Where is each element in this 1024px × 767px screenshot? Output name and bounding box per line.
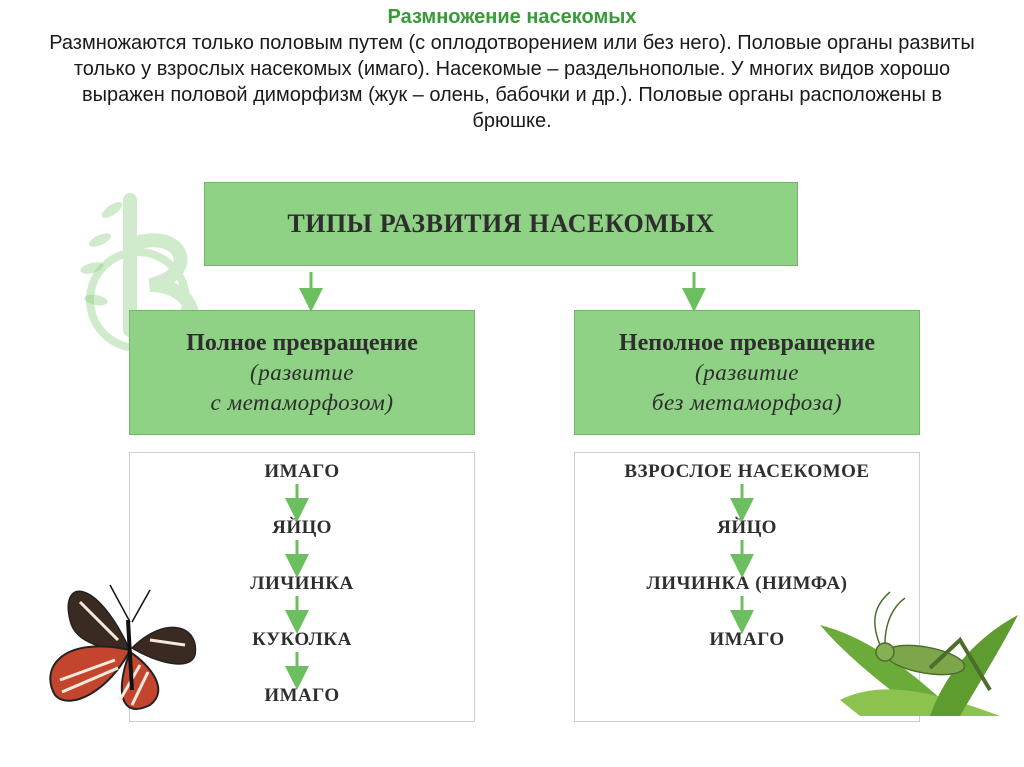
full-stage: КУКОЛКА: [252, 629, 352, 650]
slide-description: Размножаются только половым путем (с оплодотворением или без него). Половые органы развиты только у взрослых насекомых (имаго). Насекомые – раздельнополые. У многих видов хорошо выражен половой диморфизм (жук – олень, бабочки и др.). Половые органы расположены в брюшке.: [49, 32, 975, 132]
slide-title: Размножение насекомых: [387, 6, 637, 28]
full-stage: ЯЙЦО: [272, 517, 332, 538]
grasshopper-image: [820, 592, 1018, 716]
incomplete-sub2: без метаморфоза): [651, 389, 843, 415]
main-title: ТИПЫ РАЗВИТИЯ НАСЕКОМЫХ: [287, 209, 715, 238]
incomplete-title: Неполное превращение: [618, 329, 876, 356]
incomplete-stage: ИМАГО: [709, 629, 785, 650]
full-title: Полное превращение: [186, 329, 418, 356]
incomplete-stage: ЯЙЦО: [717, 517, 777, 538]
incomplete-sub1: (развитие: [695, 359, 799, 385]
full-sub2: с метаморфозом): [210, 389, 394, 415]
full-stage: ИМАГО: [264, 685, 340, 706]
incomplete-stage: ЛИЧИНКА (НИМФА): [646, 573, 848, 594]
butterfly-image: [50, 585, 195, 709]
full-stage: ЛИЧИНКА: [250, 573, 354, 594]
full-stage: ИМАГО: [264, 461, 340, 482]
full-sub1: (развитие: [250, 359, 354, 385]
incomplete-stage: ВЗРОСЛОЕ НАСЕКОМОЕ: [624, 461, 870, 482]
